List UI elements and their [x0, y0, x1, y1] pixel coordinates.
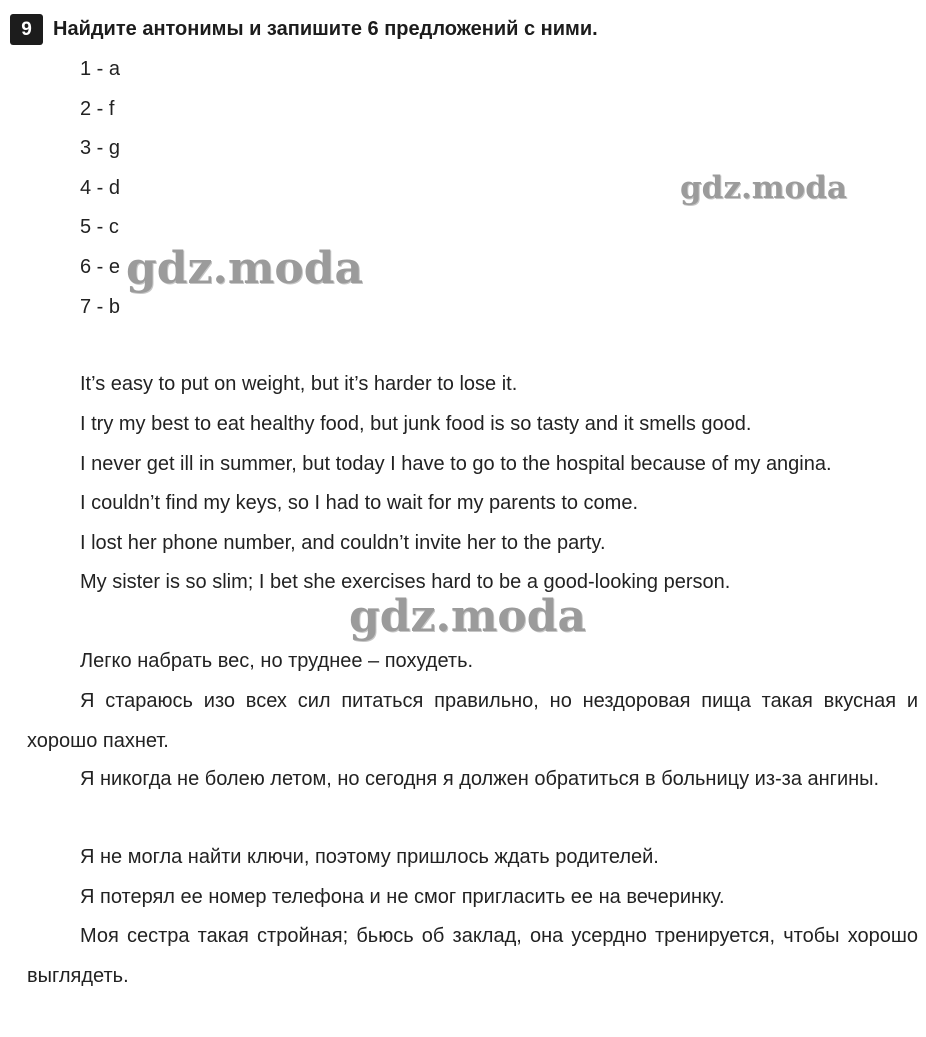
task-title: Найдите антонимы и запишите 6 предложений с ними.	[53, 18, 598, 40]
task-number-badge: 9	[10, 14, 43, 45]
answer-item: 7 - b	[80, 295, 121, 318]
watermark-logo: gdz.moda	[126, 243, 364, 294]
answer-list	[80, 57, 120, 334]
english-sentence: I lost her phone number, and couldn’t invite her to the party.	[80, 532, 606, 554]
watermark-logo: gdz.moda	[349, 591, 587, 642]
russian-sentence: Я потерял ее номер телефона и не смог пригласить ее на вечеринку.	[80, 886, 725, 908]
english-sentence: My sister is so slim; I bet she exercises hard to be a good-looking person.	[80, 571, 731, 593]
answer-item: 3 - g	[80, 137, 121, 160]
watermark-logo: gdz.moda	[680, 170, 847, 206]
english-sentence: I never get ill in summer, but today I have to go to the hospital because of my angina.	[80, 453, 832, 475]
russian-sentence: Моя сестра такая стройная; бьюсь об заклад, она усердно тренируется, чтобы хорошо выглядеть.	[27, 925, 918, 987]
russian-sentence: Я никогда не болею летом, но сегодня я должен обратиться в больницу из-за ангины.	[80, 768, 880, 790]
answer-item: 5 - c	[80, 216, 119, 239]
answer-item: 1 - a	[80, 58, 121, 80]
task-header	[10, 14, 598, 45]
answer-item: 4 - d	[80, 176, 121, 199]
english-sentence: I couldn’t find my keys, so I had to wait for my parents to come.	[80, 492, 639, 514]
russian-sentence: Легко набрать вес, но труднее – похудеть.	[80, 650, 474, 672]
russian-sentence: Я стараюсь изо всех сил питаться правильно, но нездоровая пища такая вкусная и хорошо пахнет.	[27, 690, 918, 752]
answer-item: 6 - e	[80, 255, 121, 278]
english-sentence: It’s easy to put on weight, but it’s harder to lose it.	[80, 373, 518, 395]
english-sentence: I try my best to eat healthy food, but junk food is so tasty and it smells good.	[80, 413, 752, 435]
russian-sentence: Я не могла найти ключи, поэтому пришлось ждать родителей.	[80, 846, 659, 868]
answer-item: 2 - f	[80, 97, 115, 120]
